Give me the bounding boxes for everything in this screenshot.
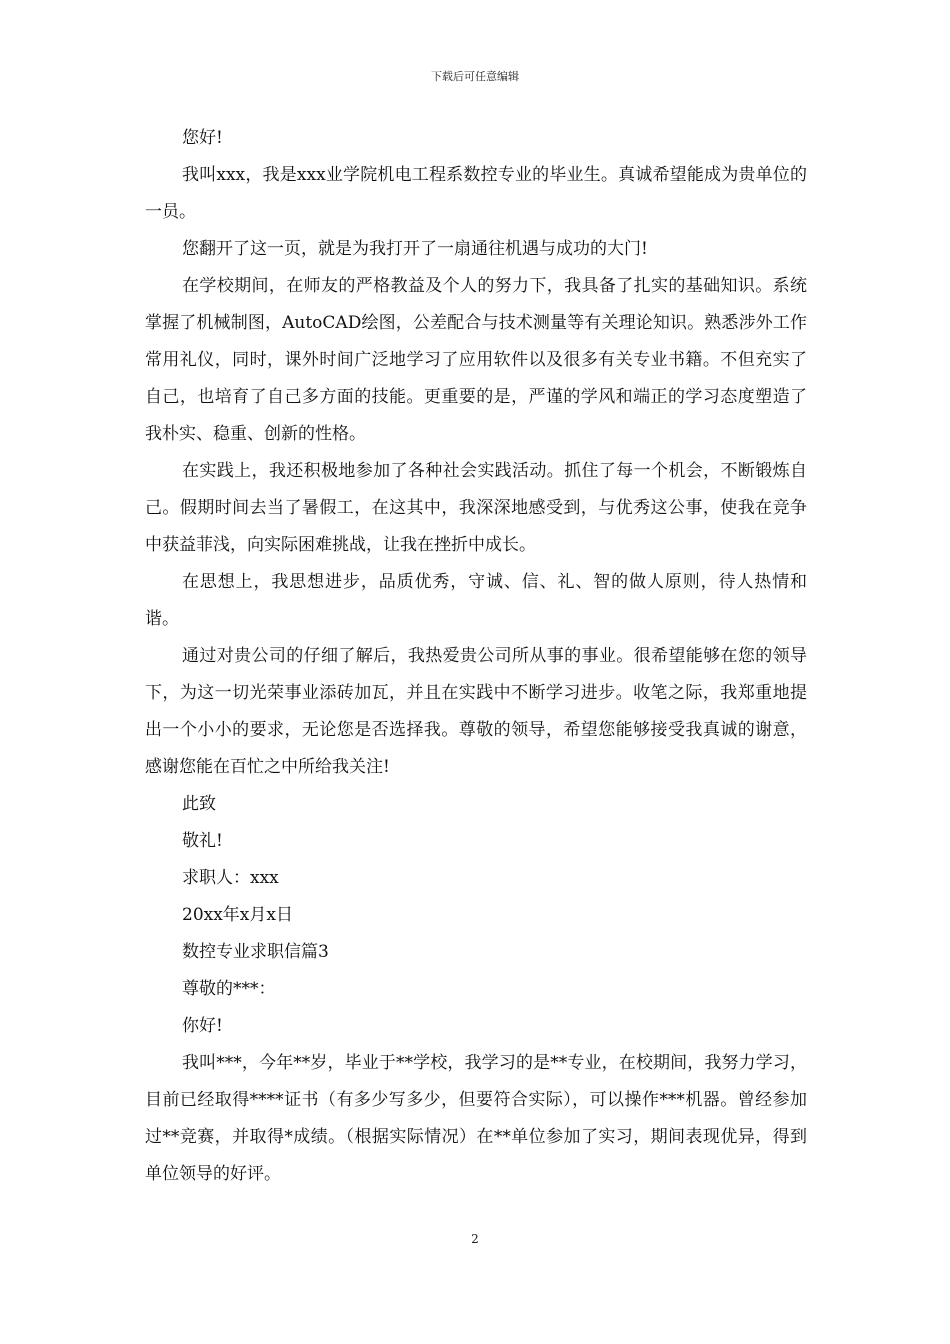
practice-paragraph: 在实践上，我还积极地参加了各种社会实践活动。抓住了每一个机会，不断锻炼自己。假期时间去当了暑假工，在这其中，我深深地感受到，与优秀这公事，使我在竞争中获益菲浅，向实际困难挑战，让我在挫折中成长。 xyxy=(145,461,807,555)
self-intro-paragraph: 我叫***，今年**岁，毕业于**学校，我学习的是**专业，在校期间，我努力学习，目前已经取得****证书（有多少写多少，但要符合实际），可以操作***机器。曾经参加过**竞赛，并取得*成绩。（根据实际情况）在**单位参加了实习，期间表现优异，得到单位领导的好评。 xyxy=(145,1053,807,1184)
document-body xyxy=(145,120,807,1193)
thought-paragraph: 在思想上，我思想进步，品质优秀，守诚、信、礼、智的做人原则，待人热情和谐。 xyxy=(145,572,807,629)
section-title: 数控专业求职信篇3 xyxy=(182,942,329,962)
hello-line: 你好! xyxy=(182,1016,223,1036)
applicant-line: 求职人：xxx xyxy=(182,868,279,888)
opening-paragraph: 您翻开了这一页，就是为我打开了一扇通往机遇与成功的大门! xyxy=(182,239,648,259)
intro-paragraph: 我叫xxx，我是xxx业学院机电工程系数控专业的毕业生。真诚希望能成为贵单位的一员。 xyxy=(145,165,807,222)
school-paragraph: 在学校期间，在师友的严格教益及个人的努力下，我具备了扎实的基础知识。系统掌握了机械制图，AutoCAD绘图，公差配合与技术测量等有关理论知识。熟悉涉外工作常用礼仪，同时，课外时间广泛地学习了应用软件以及很多有关专业书籍。不但充实了自己，也培育了自己多方面的技能。更重要的是，严谨的学风和端正的学习态度塑造了我朴实、稳重、创新的性格。 xyxy=(145,276,807,444)
closing-paragraph: 通过对贵公司的仔细了解后，我热爱贵公司所从事的事业。很希望能够在您的领导下，为这一切光荣事业添砖加瓦，并且在实践中不断学习进步。收笔之际，我郑重地提出一个小小的要求，无论您是否选择我。尊敬的领导，希望您能够接受我真诚的谢意，感谢您能在百忙之中所给我关注! xyxy=(145,646,807,777)
greeting: 您好! xyxy=(182,128,223,148)
date-line: 20xx年x月x日 xyxy=(182,905,293,925)
page-number: 2 xyxy=(471,1232,479,1246)
regards-line: 敬礼! xyxy=(182,831,223,851)
addressee-line: 尊敬的***： xyxy=(182,979,276,999)
page-header: 下载后可任意编辑 xyxy=(431,70,519,83)
salutation-line: 此致 xyxy=(182,794,216,814)
